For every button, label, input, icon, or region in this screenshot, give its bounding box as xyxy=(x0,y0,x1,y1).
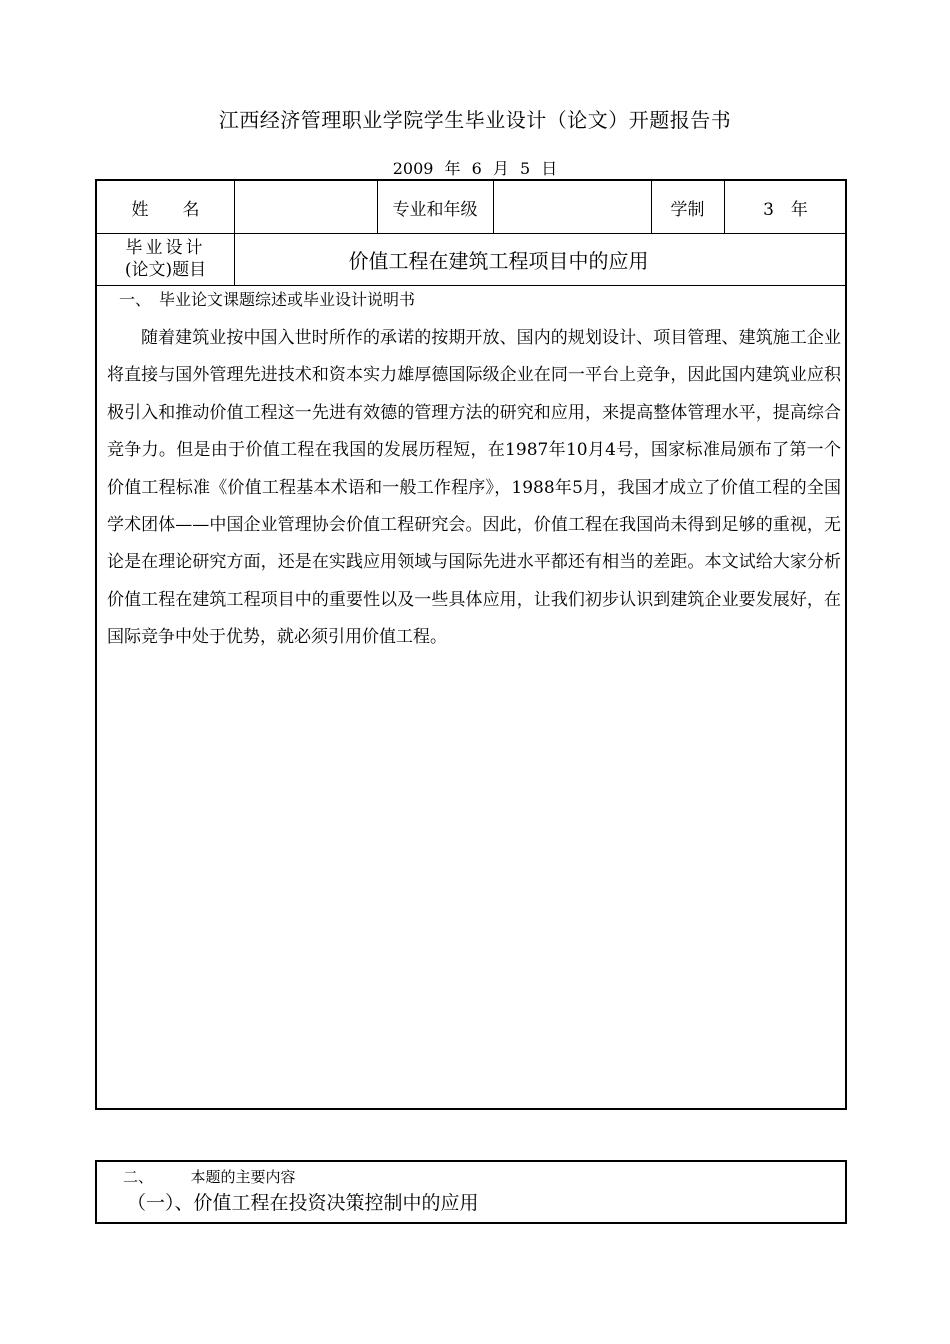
row-divider xyxy=(97,285,845,286)
major-label: 专业和年级 xyxy=(392,199,478,220)
topic-value: 价值工程在建筑工程项目中的应用 xyxy=(348,248,649,273)
section2-box xyxy=(95,1160,847,1224)
section1-heading: 一、 毕业论文课题综述或毕业设计说明书 xyxy=(119,290,416,309)
major-value[interactable] xyxy=(493,181,651,233)
section2-subheading: （一）、价值工程在投资决策控制中的应用 xyxy=(127,1192,479,1214)
topic-label-line2: (论文)题目 xyxy=(124,260,207,280)
report-date: 2009 年 6 月 5 日 xyxy=(392,159,558,178)
document-title: 江西经济管理职业学院学生毕业设计（论文）开题报告书 xyxy=(218,108,732,132)
duration-label: 学制 xyxy=(670,199,705,220)
name-label: 姓 名 xyxy=(131,199,200,220)
section1-paragraph: 随着建筑业按中国入世时所作的承诺的按期开放、国内的规划设计、项目管理、建筑施工企业将直接与国外管理先进技术和资本实力雄厚德国际级企业在同一平台上竞争，因此国内建筑业应积极引入和推动价值工程这一先进有效德的管理方法的研究和应用，来提高整体管理水平，提高综合竞争力。但是由于价值工程在我国的发展历程短，在1987年10月4号，国家标准局颁布了第一个价值工程标准《价值工程基本术语和一般工作程序》，1988年5月，我国才成立了价值工程的全国学术团体——中国企业管理协会价值工程研究会。因此，价值工程在我国尚未得到足够的重视，无论是在理论研究方面，还是在实践应用领域与国际先进水平都还有相当的差距。本文试给大家分析价值工程在建筑工程项目中的重要性以及一些具体应用，让我们初步认识到建筑企业要发展好，在国际竞争中处于优势，就必须引用价值工程。 xyxy=(107,328,841,648)
report-table xyxy=(95,179,847,1110)
topic-label xyxy=(97,233,234,285)
topic-label-line1: 毕业设计 xyxy=(125,238,206,258)
duration-value: 3 年 xyxy=(763,199,808,220)
name-value[interactable] xyxy=(234,181,377,233)
section2-heading: 二、 本题的主要内容 xyxy=(123,1168,296,1186)
